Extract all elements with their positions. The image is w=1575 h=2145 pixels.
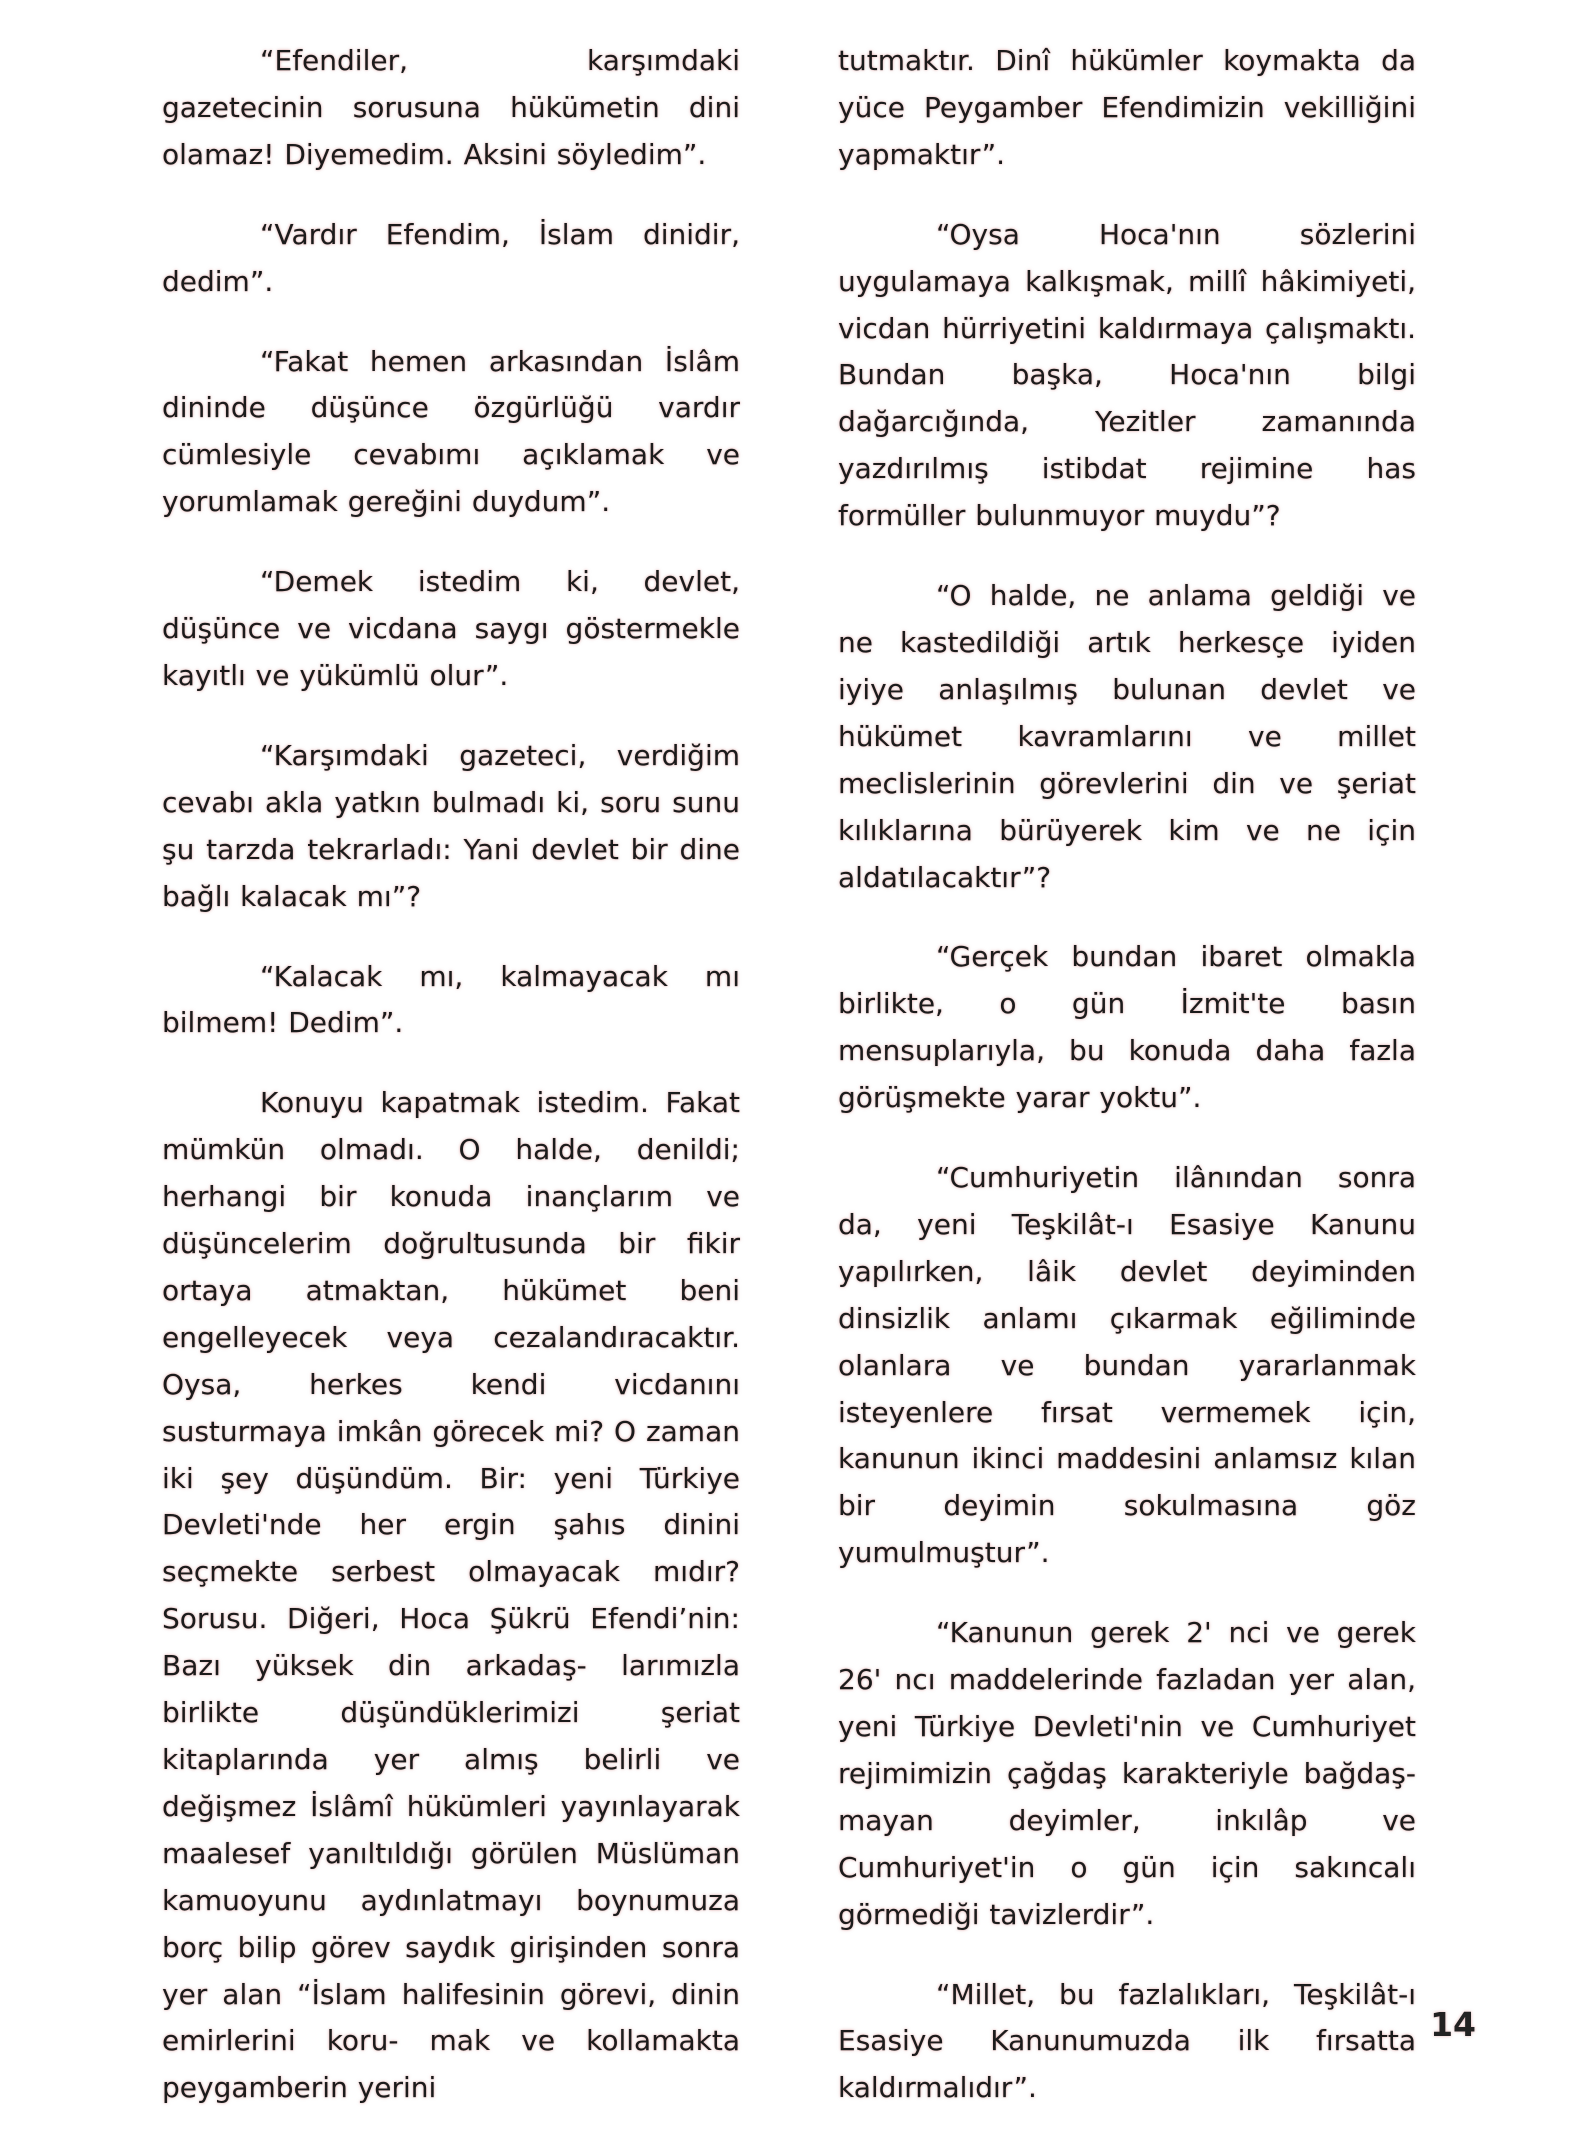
paragraph: “Millet, bu fazlalıkları, Teşkilât-ı Esasiye Kanunumuzda ilk fırsatta kaldırmalıdır”. bbox=[838, 1977, 1416, 2105]
paragraph: “Oysa Hoca'nın sözlerini uygulamaya kalkışmak, millî hâkimiyeti, vicdan hürriyetini kaldırmaya çalışmaktı. Bundan başka, Hoca'nın bilgi dağarcığında, Yezitler zamanında yazdırılmış istibdat rejimine has formüller bulunmuyor muydu”? bbox=[838, 217, 1416, 533]
left-text-column bbox=[162, 38, 740, 2145]
paragraph: “Kalacak mı, kalmayacak mı bilmem! Dedim”. bbox=[162, 959, 740, 1040]
paragraph-continuation: tutmaktır. Dinî hükümler koymakta da yüce Peygamber Efendimizin vekilliğini yapmaktır”. bbox=[838, 44, 1416, 171]
right-text-column bbox=[838, 38, 1416, 2145]
paragraph: “Karşımdaki gazeteci, verdiğim cevabı akla yatkın bulmadı ki, soru sunu şu tarzda tekrarladı: Yani devlet bir dine bağlı kalacak mı”? bbox=[162, 738, 740, 913]
paragraph: “Fakat hemen arkasından İslâm dininde düşünce özgürlüğü vardır cümlesiyle cevabımı açıklamak ve yorumlamak gereğini duydum”. bbox=[162, 344, 740, 519]
paragraph: “Vardır Efendim, İslam dinidir, dedim”. bbox=[162, 217, 740, 298]
paragraph: “Efendiler, karşımdaki gazetecinin sorusuna hükümetin dini olamaz! Diyemedim. Aksini söyledim”. bbox=[162, 44, 740, 171]
paragraph: “Kanunun gerek 2' nci ve gerek 26' ncı maddelerinde fazladan yer alan, yeni Türkiye Devleti'nin ve Cumhuriyet rejimimizin çağdaş karakteriyle bağdaş- mayan deyimler, inkılâp ve Cumhuriyet'in o gün için sakıncalı görmediği tavizlerdir”. bbox=[838, 1616, 1416, 1931]
paragraph: “O halde, ne anlama geldiği ve ne kastedildiği artık herkesçe iyiden iyiye anlaşılmış bulunan devlet ve hükümet kavramlarını ve millet meclislerinin görevlerini din ve şeriat kılıklarına bürüyerek kim ve ne için aldatılacaktır”? bbox=[838, 579, 1416, 894]
paragraph: “Cumhuriyetin ilânından sonra da, yeni Teşkilât-ı Esasiye Kanunu yapılırken, lâik devlet deyiminden dinsizlik anlamı çıkarmak eğiliminde olanlara ve bundan yararlanmak isteyenlere fırsat vermemek için, kanunun ikinci maddesini anlamsız kılan bir deyimin sokulmasına göz yumulmuştur”. bbox=[838, 1161, 1416, 1570]
paragraph: “Demek istedim ki, devlet, düşünce ve vicdana saygı göstermekle kayıtlı ve yükümlü olur”. bbox=[162, 565, 740, 692]
paragraph: “Gerçek bundan ibaret olmakla birlikte, o gün İzmit'te basın mensuplarıyla, bu konuda daha fazla görüşmekte yarar yoktu”. bbox=[838, 940, 1416, 1115]
page-number: 14 bbox=[1430, 2005, 1476, 2044]
paragraph: Konuyu kapatmak istedim. Fakat mümkün olmadı. O halde, denildi; herhangi bir konuda inançlarım ve düşüncelerim doğrultusunda bir fikir ortaya atmaktan, hükümet beni engelleyecek veya cezalandıracaktır. Oysa, herkes kendi vicdanını susturmaya imkân görecek mi? O zaman iki şey düşündüm. Bir: yeni Türkiye Devleti'nde her ergin şahıs dinini seçmekte serbest olmayacak mıdır? Sorusu. Diğeri, Hoca Şükrü Efendi’nin: Bazı yüksek din arkadaş- larımızla birlikte düşündüklerimizi şeriat kitaplarında yer almış belirli ve değişmez İslâmî hükümleri yayınlayarak maalesef yanıltıldığı görülen Müslüman kamuoyunu aydınlatmayı boynumuza borç bilip görev saydık girişinden sonra yer alan “İslam halifesinin görevi, dinin emirlerini koru- mak ve kollamakta peygamberin yerini bbox=[162, 1086, 740, 2105]
